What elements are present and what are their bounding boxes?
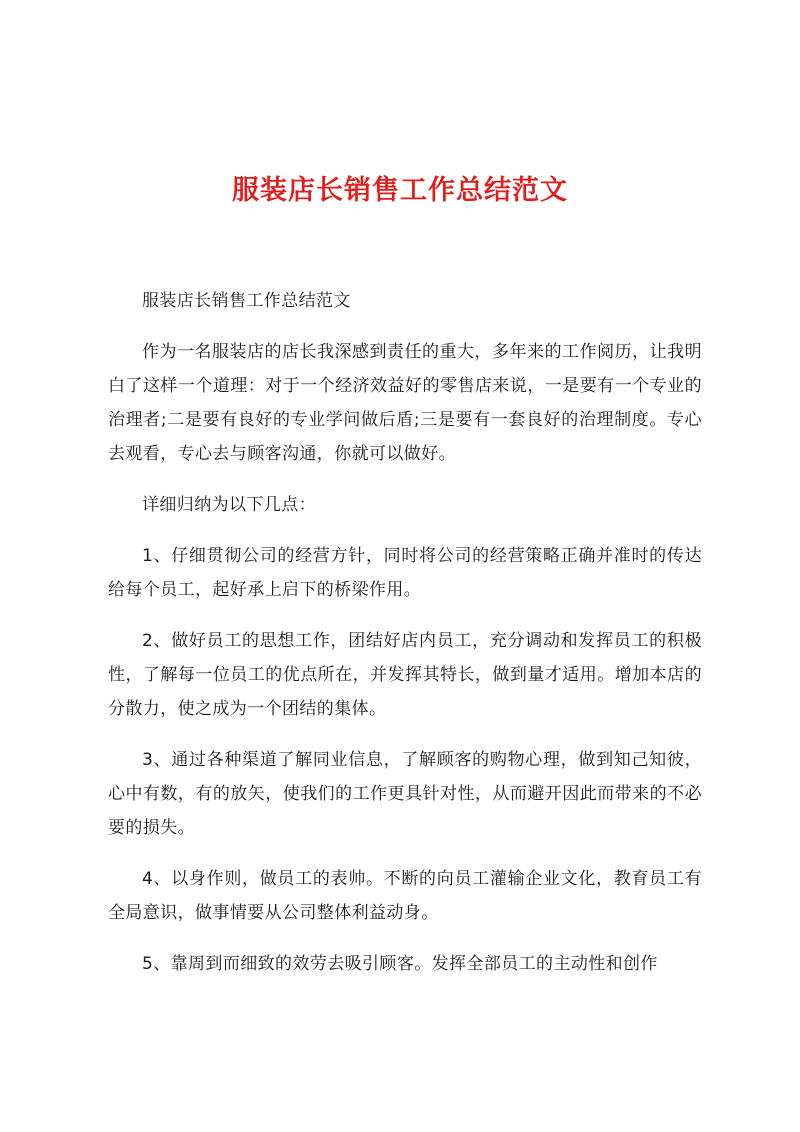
paragraph-point-2: 2、做好员工的思想工作，团结好店内员工，充分调动和发挥员工的积极性，了解每一位员工的优点所在，并发挥其特长，做到量才适用。增加本店的分散力，使之成为一个团结的集体。 [108, 631, 702, 719]
paragraph-point-1: 1、仔细贯彻公司的经营方针，同时将公司的经营策略正确并准时的传达给每个员工，起好承上启下的桥梁作用。 [108, 546, 702, 600]
paragraph-point-3: 3、通过各种渠道了解同业信息，了解顾客的购物心理，做到知己知彼，心中有数，有的放矢，使我们的工作更具针对性，从而避开因此而带来的不必要的损失。 [108, 750, 702, 838]
paragraph-summary-heading: 详细归纳为以下几点： [142, 495, 316, 515]
paragraph-intro: 作为一名服装店的店长我深感到责任的重大，多年来的工作阅历，让我明白了这样一个道理：对于一个经济效益好的零售店来说，一是要有一个专业的治理者;二是要有良好的专业学问做后盾;三是要有一套良好的治理制度。专心去观看，专心去与顾客沟通，你就可以做好。 [108, 342, 702, 464]
paragraph-point-5: 5、靠周到而细致的效劳去吸引顾客。发挥全部员工的主动性和创作 [142, 954, 658, 974]
paragraph-subtitle: 服装店长销售工作总结范文 [142, 291, 351, 311]
paragraph-point-4: 4、以身作则，做员工的表帅。不断的向员工灌输企业文化，教育员工有全局意识，做事情要从公司整体利益动身。 [108, 869, 702, 923]
document-body [108, 284, 702, 998]
page-title: 服装店长销售工作总结范文 [232, 175, 568, 206]
